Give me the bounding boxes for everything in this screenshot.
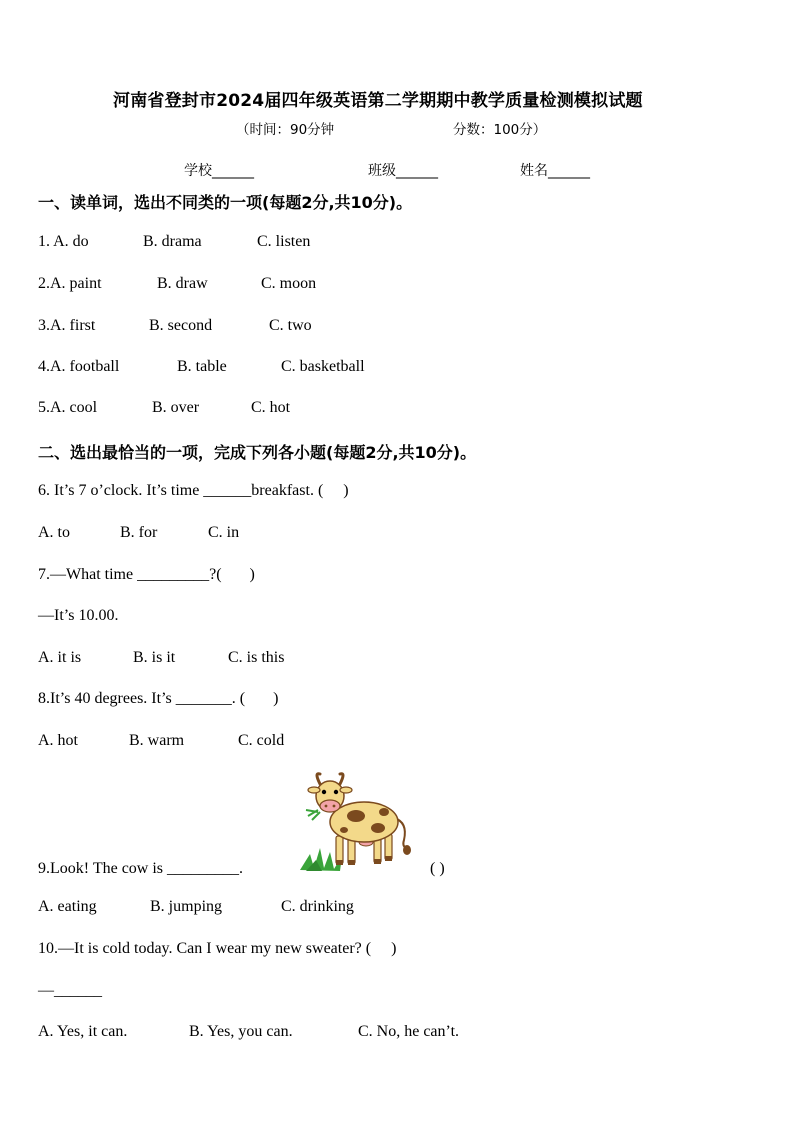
- q9-option-b: B. jumping: [150, 898, 223, 915]
- q6-option-c: C. in: [208, 524, 240, 541]
- q3-option-a: 3.A. first: [38, 317, 96, 334]
- q8-option-b: B. warm: [129, 732, 185, 749]
- q5-option-b: B. over: [152, 399, 200, 416]
- q8-option-a: A. hot: [38, 732, 78, 749]
- q7-option-c: C. is this: [228, 649, 285, 666]
- name-field: 姓名______: [520, 163, 590, 179]
- q5-option-c: C. hot: [251, 399, 291, 416]
- q3-option-c: C. two: [269, 317, 312, 334]
- q8-option-c: C. cold: [238, 732, 285, 749]
- q2-option-c: C. moon: [261, 275, 317, 292]
- q4-option-a: 4.A. football: [38, 358, 120, 375]
- q10-option-c: C. No, he can’t.: [358, 1023, 460, 1040]
- q5-option-a: 5.A. cool: [38, 399, 98, 416]
- exam-score: 分数：100分）: [453, 122, 547, 138]
- q2-option-b: B. draw: [157, 275, 208, 292]
- q7-option-a: A. it is: [38, 649, 82, 666]
- q10-option-a: A. Yes, it can.: [38, 1023, 128, 1040]
- q4-option-b: B. table: [177, 358, 227, 375]
- q10-stem: 10.—It is cold today. Can I wear my new sweater? ( ): [38, 940, 397, 957]
- q9-option-a: A. eating: [38, 898, 97, 915]
- q9-answer-paren: ( ): [430, 860, 445, 877]
- q1-option-c: C. listen: [257, 233, 311, 250]
- q9-option-c: C. drinking: [281, 898, 354, 915]
- q3-option-b: B. second: [149, 317, 213, 334]
- q7-option-b: B. is it: [133, 649, 176, 666]
- page-title: 河南省登封市2024届四年级英语第二学期期中教学质量检测模拟试题: [113, 91, 643, 111]
- q2-option-a: 2.A. paint: [38, 275, 102, 292]
- q10-option-b: B. Yes, you can.: [189, 1023, 293, 1040]
- q6-stem: 6. It’s 7 o’clock. It’s time ______breakfast. ( ): [38, 482, 349, 499]
- school-field: 学校______: [184, 163, 254, 179]
- q6-option-a: A. to: [38, 524, 70, 541]
- q9-stem: 9.Look! The cow is _________.: [38, 860, 244, 877]
- q10-reply: —______: [38, 982, 102, 999]
- q8-stem: 8.It’s 40 degrees. It’s _______. ( ): [38, 690, 279, 707]
- q7-stem: 7.—What time _________?( ): [38, 566, 255, 583]
- class-field: 班级______: [368, 163, 438, 179]
- q4-option-c: C. basketball: [281, 358, 365, 375]
- q7-reply: —It’s 10.00.: [38, 607, 119, 624]
- q1-option-a: 1. A. do: [38, 233, 89, 250]
- cow-illustration: [296, 770, 420, 874]
- exam-time: （时间：90分钟: [236, 122, 335, 138]
- section-1-heading: 一、读单词，选出不同类的一项(每题2分,共10分)。: [38, 193, 413, 212]
- q1-option-b: B. drama: [143, 233, 202, 250]
- q6-option-b: B. for: [120, 524, 158, 541]
- section-2-heading: 二、选出最恰当的一项，完成下列各小题(每题2分,共10分)。: [38, 443, 477, 462]
